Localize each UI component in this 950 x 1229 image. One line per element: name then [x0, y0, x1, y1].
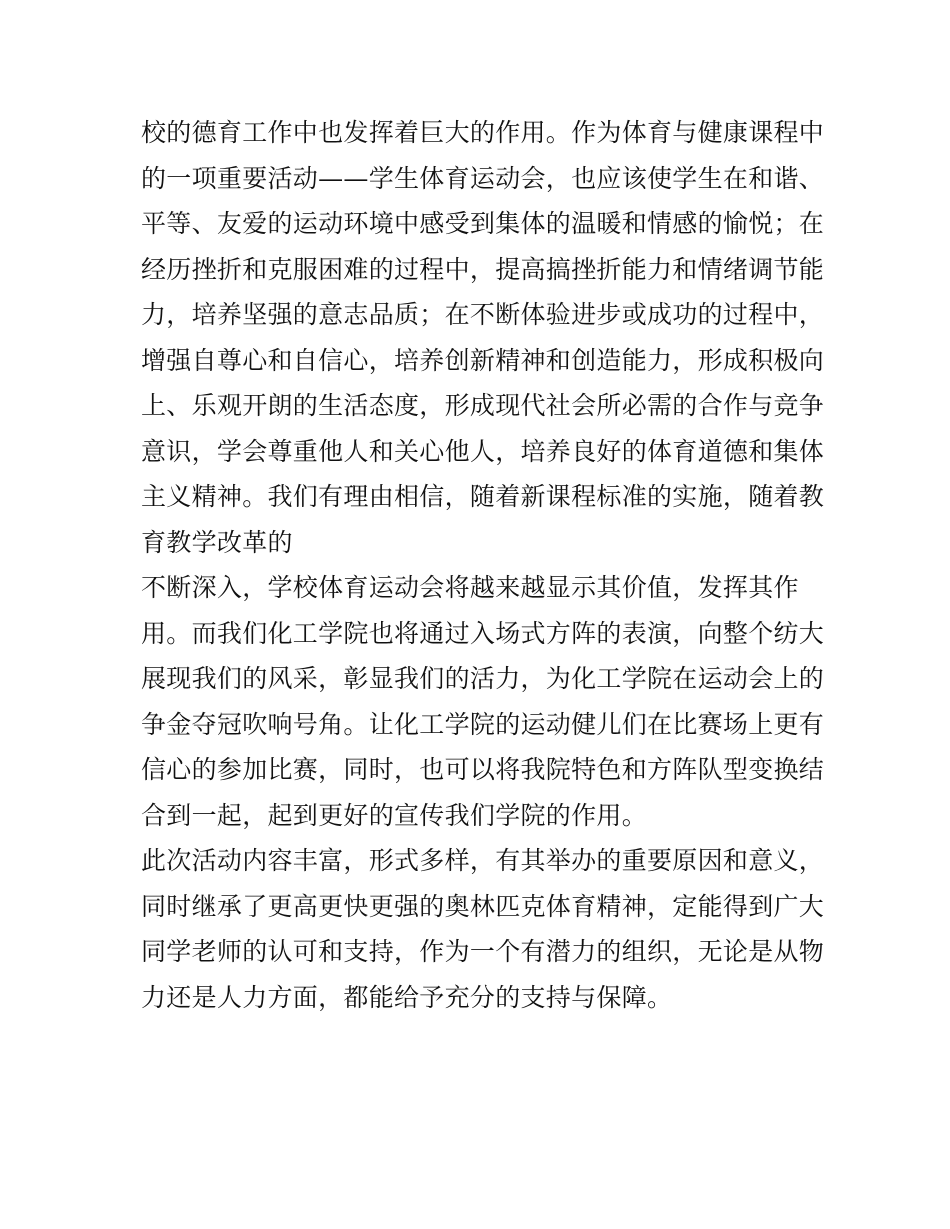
text-line: 力，培养坚强的意志品质；在不断体验进步或成功的过程中，	[141, 300, 825, 329]
text-line: 增强自尊心和自信心，培养创新精神和创造能力，形成积极向	[141, 345, 825, 375]
paragraph-1	[141, 110, 825, 565]
text-line: 经历挫折和克服困难的过程中，提高搞挫折能力和情绪调节能	[141, 254, 825, 284]
text-line: 用。而我们化工学院也将通过入场式方阵的表演，向整个纺大	[141, 618, 825, 648]
document-page	[141, 110, 825, 1020]
paragraph-3	[141, 838, 825, 1020]
text-line: 主义精神。我们有理由相信，随着新课程标准的实施，随着教	[141, 482, 825, 511]
text-line: 同时继承了更高更快更强的奥林匹克体育精神，定能得到广大	[141, 891, 825, 921]
text-line: 的一项重要活动——学生体育运动会，也应该使学生在和谐、	[141, 163, 825, 193]
text-line: 信心的参加比赛，同时，也可以将我院特色和方阵队型变换结	[141, 755, 825, 784]
paragraph-2	[141, 565, 825, 838]
text-line: 不断深入，学校体育运动会将越来越显示其价值，发挥其作	[141, 573, 799, 602]
text-line: 展现我们的风采，彰显我们的活力，为化工学院在运动会上的	[141, 664, 825, 693]
text-line: 上、乐观开朗的生活态度，形成现代社会所必需的合作与竞争	[141, 391, 825, 420]
text-line: 育教学改革的	[141, 527, 293, 557]
text-line: 此次活动内容丰富，形式多样，有其举办的重要原因和意义，	[141, 846, 825, 875]
text-line: 力还是人力方面，都能给予充分的支持与保障。	[141, 982, 673, 1012]
text-line: 意识，学会尊重他人和关心他人，培养良好的体育道德和集体	[141, 436, 825, 466]
text-line: 合到一起，起到更好的宣传我们学院的作用。	[141, 800, 648, 830]
text-line: 争金夺冠吹响号角。让化工学院的运动健儿们在比赛场上更有	[141, 709, 825, 739]
text-line: 平等、友爱的运动环境中感受到集体的温暖和情感的愉悦；在	[141, 209, 825, 238]
text-line: 同学老师的认可和支持，作为一个有潜力的组织，无论是从物	[141, 937, 825, 966]
text-line: 校的德育工作中也发挥着巨大的作用。作为体育与健康课程中	[141, 118, 825, 147]
